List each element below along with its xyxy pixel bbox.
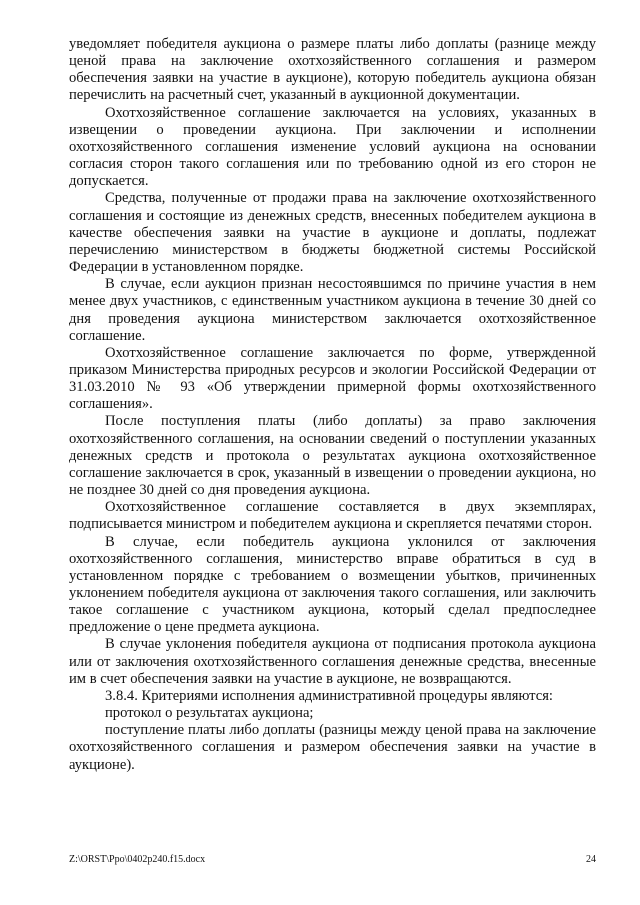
page-footer	[69, 854, 596, 866]
criteria-item: протокол о результатах аукциона;	[105, 705, 314, 722]
criteria-heading: 3.8.4. Критериями исполнения административной процедуры являются:	[105, 687, 553, 704]
paragraph: Средства, полученные от продажи права на заключение охотхозяйственного соглашения и состоящие из денежных средств, внесенных победителем аукциона в качестве обеспечения заявки на участие в аукционе и доплаты, подлежат перечислению министерством в бюджеты бюджетной системы Российской Федерации в установленном порядке.	[69, 190, 596, 276]
paragraph: Охотхозяйственное соглашение заключается по форме, утвержденной приказом Министерства природных ресурсов и экологии Российской Федерации от 31.03.2010 № 93 «Об утверждении примерной формы охотхозяйственного соглашения».	[69, 344, 596, 413]
criteria-item: поступление платы либо доплаты (разницы между ценой права на заключение охотхозяйственного соглашения и размером обеспечения заявки на участие в аукционе).	[69, 722, 596, 773]
paragraph: В случае, если победитель аукциона уклонился от заключения охотхозяйственного соглашения, министерство вправе обратиться в суд в установленном порядке с требованием о возмещении убытков, причиненных уклонением победителя аукциона от заключения такого соглашения, или заключить такое соглашение с участником аукциона, который сделал предпоследнее предложение о цене предмета аукциона.	[69, 533, 596, 636]
paragraph: После поступления платы (либо доплаты) за право заключения охотхозяйственного соглашения, на основании сведений о поступлении указанных денежных средств и протокола о результатах аукциона охотхозяйственное соглашение заключается в срок, указанный в извещении о проведении аукциона, но не позднее 30 дней со дня проведения аукциона.	[69, 413, 596, 499]
paragraph: уведомляет победителя аукциона о размере платы либо доплаты (разнице между ценой права на заключение охотхозяйственного соглашения и размером обеспечения заявки на участие в аукционе), которую победитель аукциона обязан перечислить на расчетный счет, указанный в аукционной документации.	[69, 36, 596, 104]
page-number: 24	[586, 854, 596, 865]
paragraph: Охотхозяйственное соглашение составляется в двух экземплярах, подписывается министром и победителем аукциона и скрепляется печатями сторон.	[69, 499, 596, 533]
paragraph: В случае уклонения победителя аукциона от подписания протокола аукциона или от заключения охотхозяйственного соглашения денежные средства, внесенные им в счет обеспечения заявки на участие в аукционе, не возвращаются.	[69, 636, 596, 687]
paragraph: В случае, если аукцион признан несостоявшимся по причине участия в нем менее двух участников, с единственным участником аукциона в течение 30 дней со дня проведения аукциона министерством заключается охотхозяйственное соглашение.	[69, 276, 596, 344]
paragraph: Охотхозяйственное соглашение заключается на условиях, указанных в извещении о проведении аукциона. При заключении и исполнении охотхозяйственного соглашения изменение условий аукциона на основании согласия сторон такого соглашения или по требованию одной из его сторон не допускается.	[69, 104, 596, 190]
document-body	[69, 36, 596, 774]
footer-file-path: Z:\ORST\Ppo\0402p240.f15.docx	[69, 854, 206, 865]
